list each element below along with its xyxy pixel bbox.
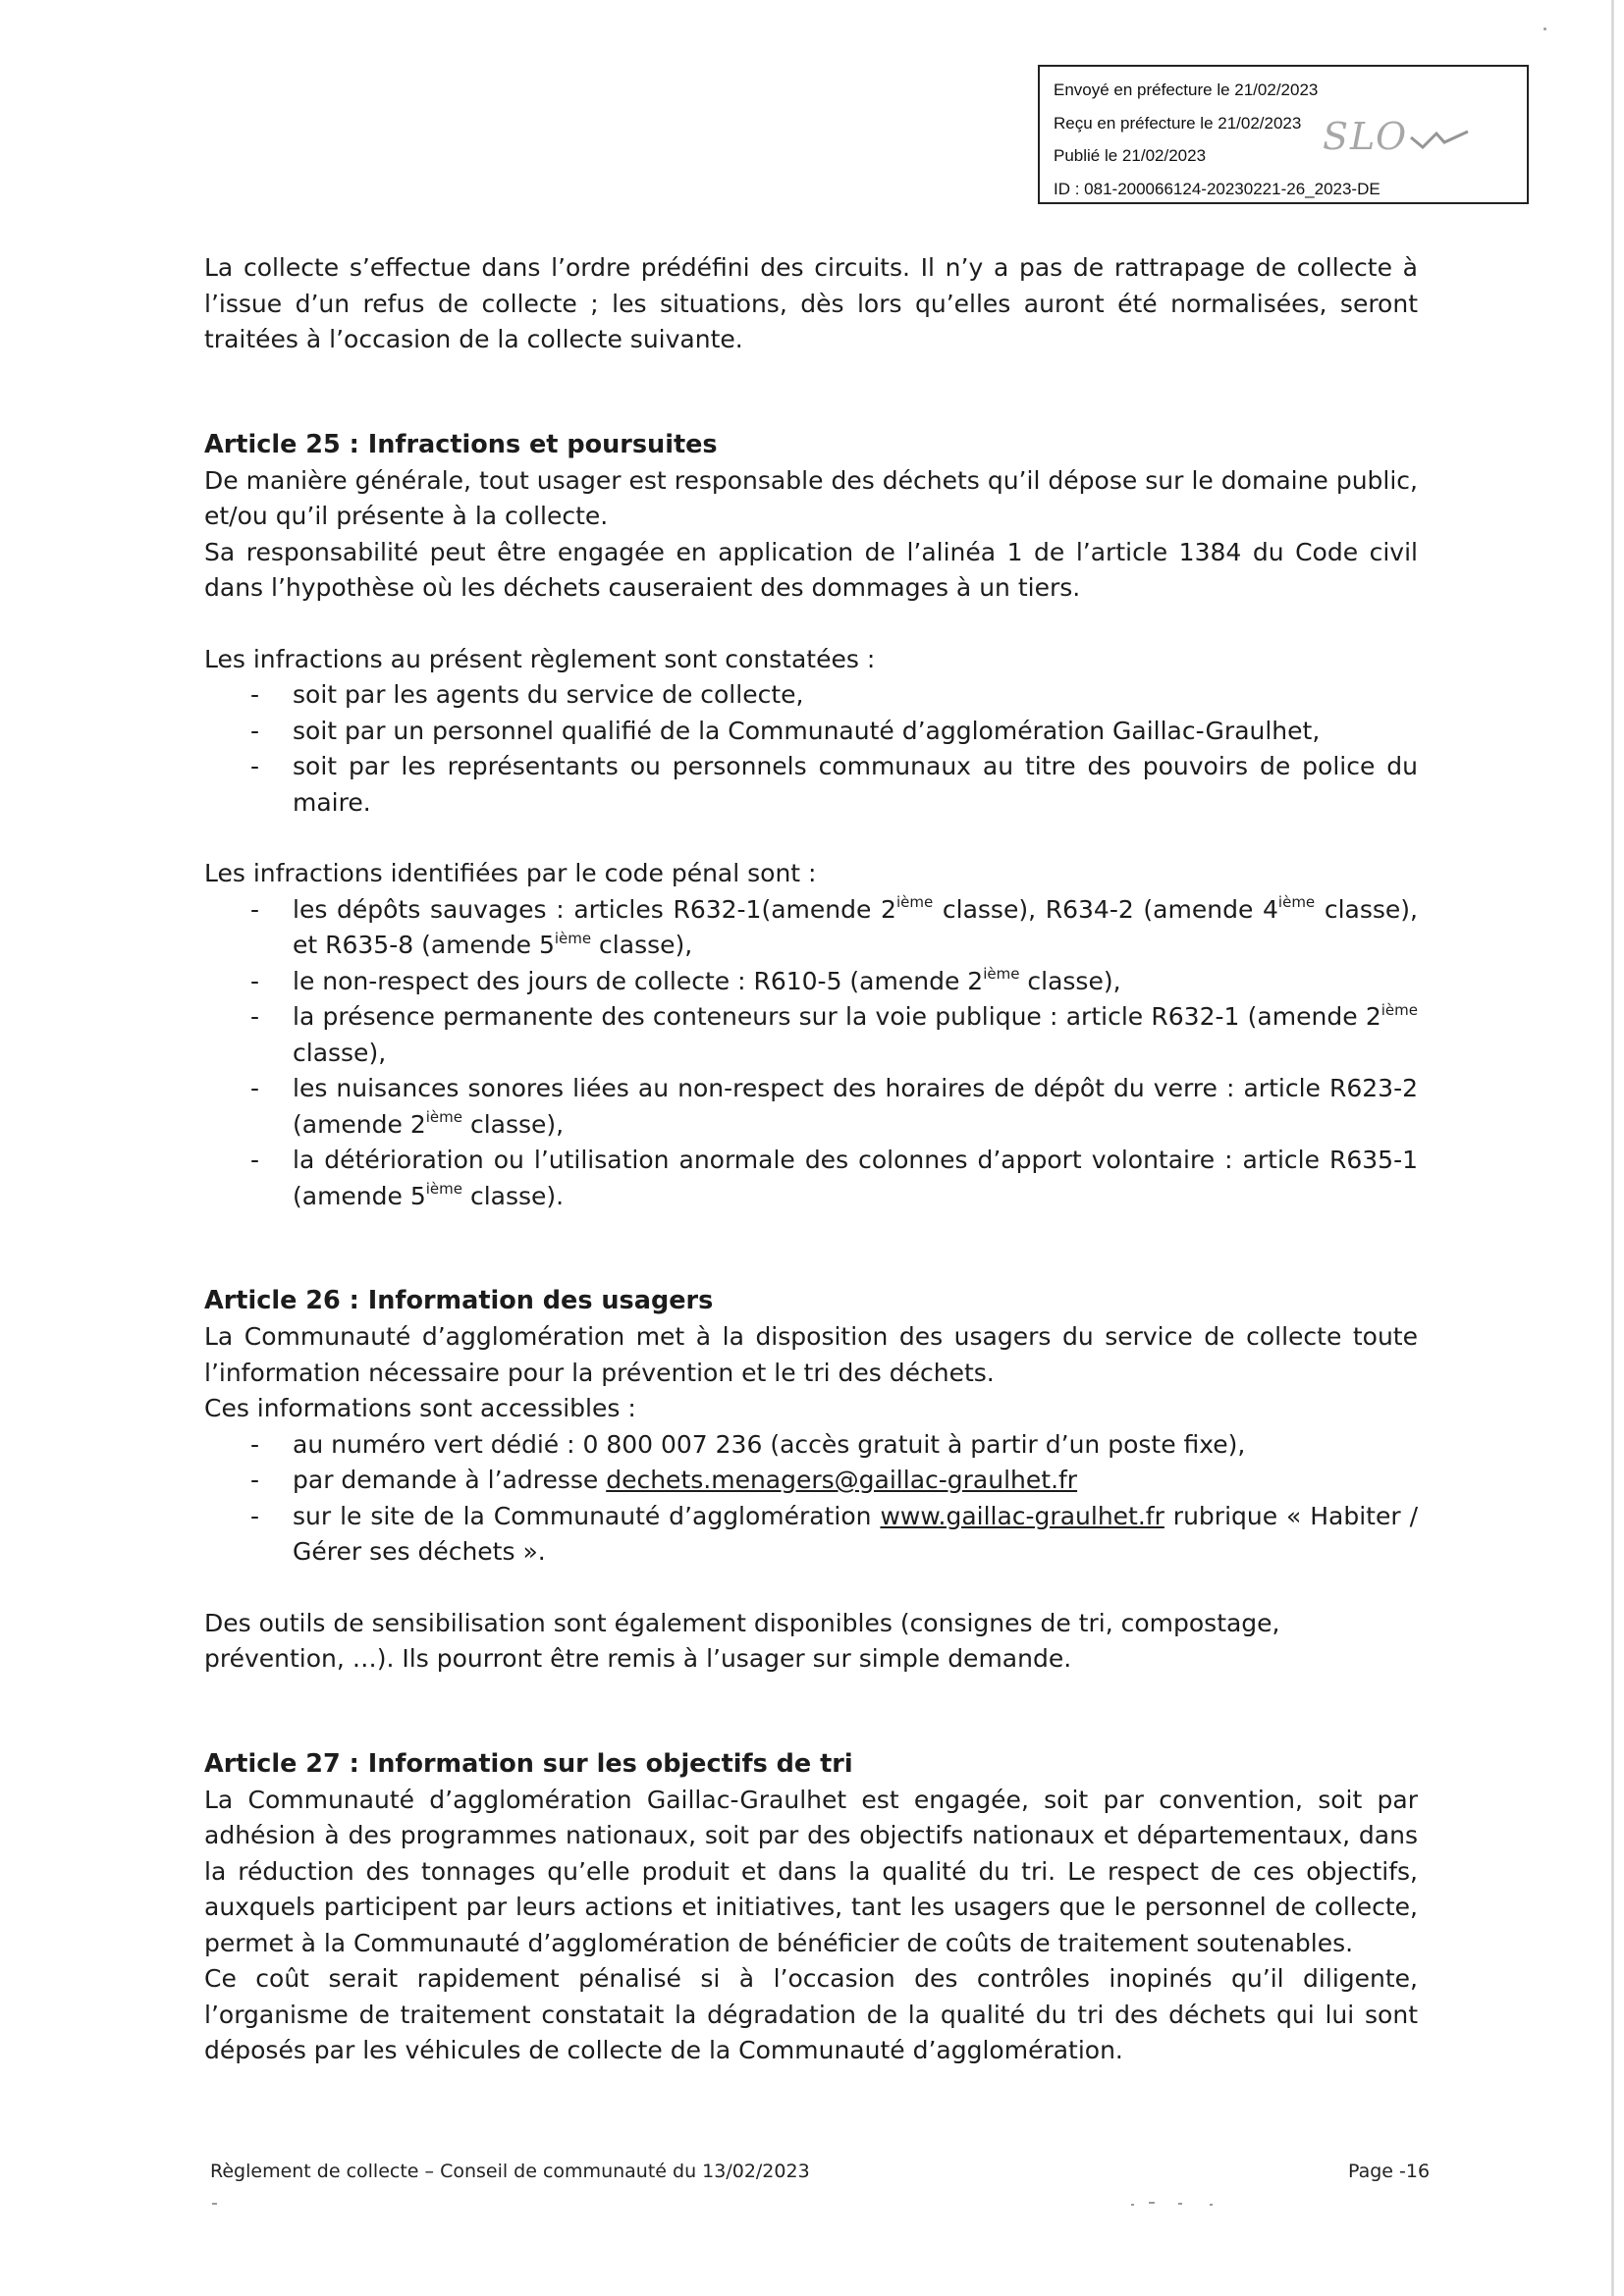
information-channels-list (204, 1427, 1418, 1571)
list-item: - les dépôts sauvages : articles R632-1(amende 2ième classe), R634-2 (amende 4ième classe), et R635-8 (amende 5ième classe), (204, 892, 1418, 964)
list-item: - soit par les représentants ou personnels communaux au titre des pouvoirs de police du maire. (204, 749, 1418, 821)
list-item: - sur le site de la Communauté d’agglomération www.gaillac-graulhet.fr rubrique « Habiter / Gérer ses déchets ». (204, 1499, 1418, 1571)
article-27-title: Article 27 : Information sur les objectifs de tri (204, 1748, 853, 1779)
page-content (204, 250, 1418, 2069)
scan-edge (1611, 0, 1614, 2296)
svg-text:O: O (1376, 115, 1407, 158)
scan-speck (1210, 2204, 1213, 2206)
stamp-published: Publié le 21/02/2023 (1054, 146, 1207, 165)
footer-document-title: Règlement de collecte – Conseil de communauté du 13/02/2023 (210, 2161, 810, 2182)
footer-page-number: Page -16 (1348, 2161, 1431, 2182)
list-item: - les nuisances sonores liées au non-respect des horaires de dépôt du verre : article R623-2 (amende 2ième classe), (204, 1071, 1418, 1143)
scan-speck (1149, 2202, 1155, 2204)
list-item: - la présence permanente des conteneurs sur la voie publique : article R632-1 (amende 2ième classe), (204, 999, 1418, 1071)
article-25-p2: Sa responsabilité peut être engagée en application de l’alinéa 1 de l’article 1384 du Code civil dans l’hypothèse où les déchets causeraient des dommages à un tiers. (204, 537, 1418, 602)
website-link[interactable]: www.gaillac-graulhet.fr (880, 1501, 1164, 1530)
scan-speck (1178, 2203, 1182, 2205)
list-item: - soit par un personnel qualifié de la Communauté d’agglomération Gaillac-Graulhet, (204, 714, 1418, 750)
email-link[interactable]: dechets.menagers@gaillac-graulhet.fr (606, 1466, 1078, 1494)
article-26-p1: La Communauté d’agglomération met à la disposition des usagers du service de collecte toute l’information nécessaire pour la prévention et le tri des déchets. (204, 1322, 1418, 1387)
article-26-title: Article 26 : Information des usagers (204, 1286, 714, 1315)
article-27 (204, 1746, 1418, 2069)
list-item: - par demande à l’adresse dechets.menagers@gaillac-graulhet.fr (204, 1463, 1418, 1499)
article-26 (204, 1283, 1418, 1678)
article-25 (204, 427, 1418, 1215)
list-item: - le non-respect des jours de collecte : R610-5 (amende 2ième classe), (204, 964, 1418, 1000)
article-25-p3: Les infractions au présent règlement sont constatées : (204, 644, 876, 673)
scan-speck (212, 2203, 217, 2205)
list-item: - la détérioration ou l’utilisation anormale des colonnes d’apport volontaire : article R635-1 (amende 5ième classe). (204, 1143, 1418, 1214)
scan-speck (1131, 2204, 1134, 2206)
article-27-p1: La Communauté d’agglomération Gaillac-Graulhet est engagée, soit par convention, soit par adhésion à des programmes nationaux, soit par des objectifs nationaux et départementaux, dans la réduction des tonnages qu’elle produit et dans la qualité du tri. Le respect de ces objectifs, auxquels participent par leurs actions et initiatives, tant les usagers que le personnel de collecte, permet à la Communauté d’agglomération de bénéficier de coûts de traitement soutenables. (204, 1785, 1418, 1957)
article-26-p2: Ces informations sont accessibles : (204, 1394, 636, 1422)
stamp-sent: Envoyé en préfecture le 21/02/2023 (1054, 80, 1319, 99)
article-27-p2: Ce coût serait rapidement pénalisé si à l’occasion des contrôles inopinés qu’il diligente, l’organisme de traitement constatait la dégradation de la qualité du tri des déchets qui lui sont déposés par les véhicules de collecte de la Communauté d’agglomération. (204, 1964, 1418, 2064)
article-26-p3: Des outils de sensibilisation sont également disponibles (consignes de tri, compostage, prévention, …). Ils pourront être remis à l’usager sur simple demande. (204, 1608, 1280, 1673)
intro-paragraph: La collecte s’effectue dans l’ordre prédéfini des circuits. Il n’y a pas de rattrapage de collecte à l’issue d’un refus de collecte ; les situations, dès lors qu’elles auront été normalisées, seront traitées à l’occasion de la collecte suivante. (204, 253, 1418, 353)
stamp-initials-signature (1321, 110, 1488, 169)
stamp-received: Reçu en préfecture le 21/02/2023 (1054, 113, 1302, 133)
svg-text:S: S (1323, 115, 1349, 158)
article-25-title: Article 25 : Infractions et poursuites (204, 429, 718, 459)
penal-infractions-list (204, 892, 1418, 1215)
article-25-p1: De manière générale, tout usager est responsable des déchets qu’il dépose sur le domaine public, et/ou qu’il présente à la collecte. (204, 465, 1418, 530)
finding-agents-list (204, 677, 1418, 821)
article-25-p4: Les infractions identifiées par le code pénal sont : (204, 859, 817, 887)
list-item: - au numéro vert dédié : 0 800 007 236 (accès gratuit à partir d’un poste fixe), (204, 1427, 1418, 1464)
list-item: - soit par les agents du service de collecte, (204, 677, 1418, 714)
stamp-id: ID : 081-200066124-20230221-26_2023-DE (1054, 179, 1380, 198)
svg-text:L: L (1350, 115, 1376, 158)
scan-speck (1543, 27, 1546, 30)
